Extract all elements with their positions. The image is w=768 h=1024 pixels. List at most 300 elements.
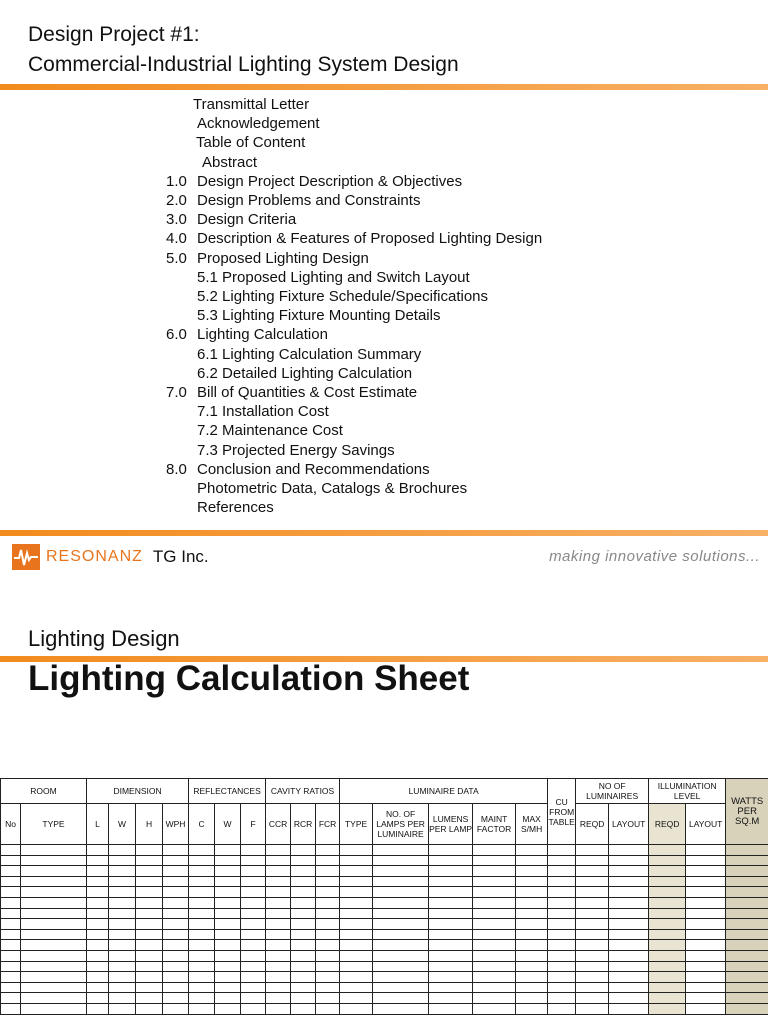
table-cell (686, 950, 726, 961)
table-cell (373, 982, 429, 993)
header-room: ROOM (1, 779, 87, 804)
table-cell (241, 950, 266, 961)
table-cell (87, 845, 109, 856)
table-cell (548, 897, 576, 908)
table-cell (189, 887, 215, 898)
table-cell (429, 1003, 473, 1014)
table-cell (316, 866, 340, 877)
table-cell (516, 855, 548, 866)
table-cell (291, 887, 316, 898)
table-cell (109, 897, 136, 908)
table-cell (548, 908, 576, 919)
table-cell (340, 866, 373, 877)
table-cell (686, 908, 726, 919)
table-cell (429, 972, 473, 983)
table-cell (291, 845, 316, 856)
table-cell (163, 993, 189, 1004)
table-cell (215, 845, 241, 856)
table-cell (21, 845, 87, 856)
table-cell (373, 972, 429, 983)
table-cell (548, 950, 576, 961)
table-cell (649, 972, 686, 983)
table-cell (215, 982, 241, 993)
table-cell (21, 855, 87, 866)
table-cell (340, 950, 373, 961)
table-cell (429, 993, 473, 1004)
table-body (1, 845, 768, 1015)
toc-entry: Proposed Lighting Design (197, 249, 369, 267)
table-cell (136, 929, 163, 940)
document-header (28, 20, 459, 80)
table-cell (316, 876, 340, 887)
table-cell (291, 876, 316, 887)
table-cell (163, 961, 189, 972)
table-cell (1, 919, 21, 930)
table-cell (136, 982, 163, 993)
table-cell (241, 993, 266, 1004)
table-cell (316, 950, 340, 961)
table-cell (136, 1003, 163, 1014)
table-cell (473, 1003, 516, 1014)
table-cell (576, 866, 609, 877)
table-cell (136, 993, 163, 1004)
table-cell (1, 908, 21, 919)
col-f: F (241, 804, 266, 845)
table-cell (109, 940, 136, 951)
table-cell (429, 950, 473, 961)
table-cell (473, 919, 516, 930)
table-cell (609, 972, 649, 983)
table-cell (516, 929, 548, 940)
header-reflectances: REFLECTANCES (189, 779, 266, 804)
toc-number: 6.0 (166, 326, 187, 344)
table-cell (266, 866, 291, 877)
table-cell (163, 972, 189, 983)
toc-entry: Design Criteria (197, 211, 297, 229)
table-cell (291, 855, 316, 866)
table-cell (87, 919, 109, 930)
toc-entry: 7.1 Installation Cost (197, 403, 329, 421)
table-cell (473, 855, 516, 866)
table-cell (576, 919, 609, 930)
table-cell (516, 961, 548, 972)
table-cell (340, 876, 373, 887)
table-row (1, 1003, 768, 1014)
table-cell (429, 940, 473, 951)
table-cell (189, 929, 215, 940)
toc-entry: Design Problems and Constraints (197, 192, 421, 209)
table-cell (576, 855, 609, 866)
toc-number: 7.0 (166, 384, 187, 401)
table-cell (241, 866, 266, 877)
toc-entry: 6.1 Lighting Calculation Summary (197, 345, 422, 363)
table-cell (215, 993, 241, 1004)
table-cell (291, 950, 316, 961)
table-cell (87, 876, 109, 887)
table-cell (21, 940, 87, 951)
table-cell (649, 940, 686, 951)
col-refl-w: W (215, 804, 241, 845)
table-cell (109, 908, 136, 919)
toc-entry: 6.2 Detailed Lighting Calculation (197, 364, 413, 382)
table-cell (163, 982, 189, 993)
toc-entry: Table of Content (196, 134, 306, 152)
table-cell (516, 940, 548, 951)
table-cell (649, 982, 686, 993)
table-cell (726, 919, 768, 930)
table-cell (266, 908, 291, 919)
table-cell (87, 908, 109, 919)
table-cell (548, 866, 576, 877)
tagline: making innovative solutions... (549, 548, 760, 565)
table-cell (21, 1003, 87, 1014)
table-cell (266, 876, 291, 887)
table-cell (373, 1003, 429, 1014)
table-cell (21, 993, 87, 1004)
table-cell (726, 950, 768, 961)
table-cell (340, 897, 373, 908)
table-cell (21, 866, 87, 877)
table-cell (548, 940, 576, 951)
table-cell (1, 855, 21, 866)
table-cell (241, 908, 266, 919)
table-cell (473, 982, 516, 993)
table-cell (649, 961, 686, 972)
table-cell (576, 876, 609, 887)
toc-number: 8.0 (166, 460, 187, 478)
header-illumination: ILLUMINATION LEVEL (649, 779, 726, 804)
col-type: TYPE (21, 804, 87, 845)
table-cell (576, 972, 609, 983)
table-cell (649, 866, 686, 877)
table-cell (686, 1003, 726, 1014)
table-cell (1, 982, 21, 993)
table-cell (241, 972, 266, 983)
table-cell (473, 876, 516, 887)
table-cell (649, 845, 686, 856)
table-cell (340, 972, 373, 983)
table-cell (1, 876, 21, 887)
table-cell (548, 1003, 576, 1014)
table-cell (109, 982, 136, 993)
col-layout-illumination: LAYOUT (686, 804, 726, 845)
table-cell (291, 908, 316, 919)
table-cell (373, 855, 429, 866)
table-cell (726, 855, 768, 866)
table-cell (163, 866, 189, 877)
table-cell (109, 855, 136, 866)
table-cell (291, 972, 316, 983)
toc-number: 1.0 (166, 172, 187, 190)
brand-name: RESONANZ (46, 548, 143, 565)
table-cell (189, 855, 215, 866)
table-cell (548, 845, 576, 856)
table-cell (316, 972, 340, 983)
col-maint-factor: MAINT FACTOR (473, 804, 516, 845)
table-cell (1, 961, 21, 972)
toc-entry: References (197, 499, 274, 517)
table-cell (215, 897, 241, 908)
table-row (1, 929, 768, 940)
table-cell (291, 897, 316, 908)
table-cell (373, 993, 429, 1004)
table-cell (373, 866, 429, 877)
table-cell (429, 908, 473, 919)
table-cell (316, 845, 340, 856)
col-reqd-illumination: REQD (649, 804, 686, 845)
table-cell (373, 919, 429, 930)
table-cell (109, 929, 136, 940)
col-luminaire-type: TYPE (340, 804, 373, 845)
table-cell (215, 866, 241, 877)
table-cell (649, 929, 686, 940)
table-cell (516, 908, 548, 919)
table-cell (241, 845, 266, 856)
table-cell (576, 1003, 609, 1014)
table-cell (373, 845, 429, 856)
table-cell (136, 908, 163, 919)
table-cell (87, 866, 109, 877)
table-row (1, 855, 768, 866)
col-max-smh: MAX S/MH (516, 804, 548, 845)
table-cell (136, 950, 163, 961)
table-cell (266, 897, 291, 908)
table-cell (266, 972, 291, 983)
table-cell (726, 961, 768, 972)
table-cell (189, 866, 215, 877)
table-cell (473, 950, 516, 961)
table-cell (576, 845, 609, 856)
table-cell (473, 929, 516, 940)
table-cell (109, 876, 136, 887)
table-cell (163, 908, 189, 919)
table-cell (548, 961, 576, 972)
table-cell (291, 961, 316, 972)
toc-entry: 5.2 Lighting Fixture Schedule/Specifications (197, 288, 489, 305)
table-cell (1, 929, 21, 940)
table-cell (163, 897, 189, 908)
waveform-icon (12, 544, 40, 570)
table-cell (1, 897, 21, 908)
table-cell (429, 876, 473, 887)
table-cell (266, 855, 291, 866)
table-cell (316, 982, 340, 993)
header-line-2: Commercial-Industrial Lighting System Design (28, 53, 459, 76)
table-cell (163, 887, 189, 898)
header-rule (0, 84, 768, 90)
table-cell (266, 845, 291, 856)
table-cell (429, 887, 473, 898)
table-cell (215, 929, 241, 940)
table-cell (189, 972, 215, 983)
table-cell (21, 950, 87, 961)
table-cell (163, 876, 189, 887)
table-cell (609, 887, 649, 898)
table-cell (109, 845, 136, 856)
table-cell (266, 950, 291, 961)
table-cell (109, 972, 136, 983)
table-cell (1, 940, 21, 951)
table-cell (429, 919, 473, 930)
table-cell (163, 940, 189, 951)
table-cell (340, 855, 373, 866)
toc-entry: 7.2 Maintenance Cost (197, 422, 343, 440)
table-cell (316, 929, 340, 940)
table-cell (726, 972, 768, 983)
table-cell (136, 972, 163, 983)
table-cell (87, 940, 109, 951)
table-cell (609, 1003, 649, 1014)
header-dimension: DIMENSION (87, 779, 189, 804)
table-cell (87, 887, 109, 898)
table-cell (109, 961, 136, 972)
table-cell (340, 929, 373, 940)
table-cell (109, 866, 136, 877)
table-cell (609, 961, 649, 972)
table-cell (189, 1003, 215, 1014)
table-cell (316, 887, 340, 898)
table-cell (726, 993, 768, 1004)
table-cell (241, 855, 266, 866)
table-cell (136, 845, 163, 856)
table-group-header-row (1, 779, 768, 804)
table-cell (316, 855, 340, 866)
table-cell (21, 876, 87, 887)
table-cell (373, 876, 429, 887)
table-cell (291, 929, 316, 940)
table-row (1, 993, 768, 1004)
table-cell (291, 919, 316, 930)
table-cell (136, 961, 163, 972)
table-row (1, 887, 768, 898)
table-cell (609, 940, 649, 951)
table-cell (241, 961, 266, 972)
table-cell (429, 897, 473, 908)
table-cell (21, 897, 87, 908)
table-cell (609, 982, 649, 993)
table-cell (576, 897, 609, 908)
header-luminaire-data: LUMINAIRE DATA (340, 779, 548, 804)
table-cell (649, 919, 686, 930)
lighting-calculation-table (0, 778, 768, 1015)
table-column-header-row (1, 804, 768, 845)
toc-number: 3.0 (166, 211, 187, 229)
toc-entry: Photometric Data, Catalogs & Brochures (197, 480, 468, 497)
table-cell (1, 993, 21, 1004)
table-row (1, 845, 768, 856)
table-cell (87, 1003, 109, 1014)
section-title: Lighting Calculation Sheet (28, 659, 470, 698)
table-cell (189, 919, 215, 930)
table-cell (316, 919, 340, 930)
table-cell (429, 855, 473, 866)
table-cell (316, 940, 340, 951)
table-cell (163, 919, 189, 930)
table-cell (576, 993, 609, 1004)
section-subtitle: Lighting Design (28, 626, 180, 651)
table-cell (609, 845, 649, 856)
table-cell (189, 982, 215, 993)
table-cell (189, 993, 215, 1004)
header-cu: CU FROM TABLE (548, 779, 576, 845)
table-cell (609, 950, 649, 961)
table-cell (516, 866, 548, 877)
table-cell (429, 929, 473, 940)
table-row (1, 950, 768, 961)
table-cell (609, 897, 649, 908)
table-cell (649, 993, 686, 1004)
table-cell (266, 929, 291, 940)
col-h: H (136, 804, 163, 845)
col-no: No (1, 804, 21, 845)
table-cell (548, 855, 576, 866)
table-cell (241, 887, 266, 898)
table-cell (686, 855, 726, 866)
table-cell (291, 866, 316, 877)
footer-rule (0, 530, 768, 536)
toc-entry: Description & Features of Proposed Lighting Design (197, 230, 543, 248)
header-cavity-ratios: CAVITY RATIOS (266, 779, 340, 804)
company-logo (12, 542, 209, 572)
table-cell (316, 1003, 340, 1014)
table-cell (266, 887, 291, 898)
table-cell (109, 919, 136, 930)
table-cell (87, 855, 109, 866)
table-cell (1, 972, 21, 983)
table-cell (516, 919, 548, 930)
table-cell (189, 940, 215, 951)
table-cell (215, 940, 241, 951)
table-cell (215, 855, 241, 866)
table-cell (340, 993, 373, 1004)
table-cell (21, 887, 87, 898)
table-cell (136, 940, 163, 951)
table-cell (373, 897, 429, 908)
table-cell (429, 866, 473, 877)
table-cell (576, 950, 609, 961)
table-cell (726, 940, 768, 951)
table-cell (373, 950, 429, 961)
table-cell (340, 845, 373, 856)
table-cell (316, 993, 340, 1004)
table-cell (373, 929, 429, 940)
brand-suffix: TG Inc. (152, 547, 209, 566)
table-cell (241, 982, 266, 993)
header-line-1: Design Project #1: (28, 23, 200, 46)
table-row (1, 940, 768, 951)
table-cell (686, 982, 726, 993)
table-cell (373, 940, 429, 951)
table-row (1, 982, 768, 993)
table-cell (215, 972, 241, 983)
table-cell (163, 950, 189, 961)
table-cell (241, 1003, 266, 1014)
table-cell (87, 929, 109, 940)
table-cell (686, 897, 726, 908)
table-cell (109, 887, 136, 898)
table-cell (686, 919, 726, 930)
table-cell (241, 919, 266, 930)
table-cell (609, 993, 649, 1004)
table-cell (189, 908, 215, 919)
table-cell (136, 919, 163, 930)
table-cell (21, 908, 87, 919)
table-cell (109, 950, 136, 961)
table-cell (686, 993, 726, 1004)
table-cell (215, 887, 241, 898)
toc-entry: Acknowledgement (197, 115, 320, 133)
table-cell (649, 855, 686, 866)
